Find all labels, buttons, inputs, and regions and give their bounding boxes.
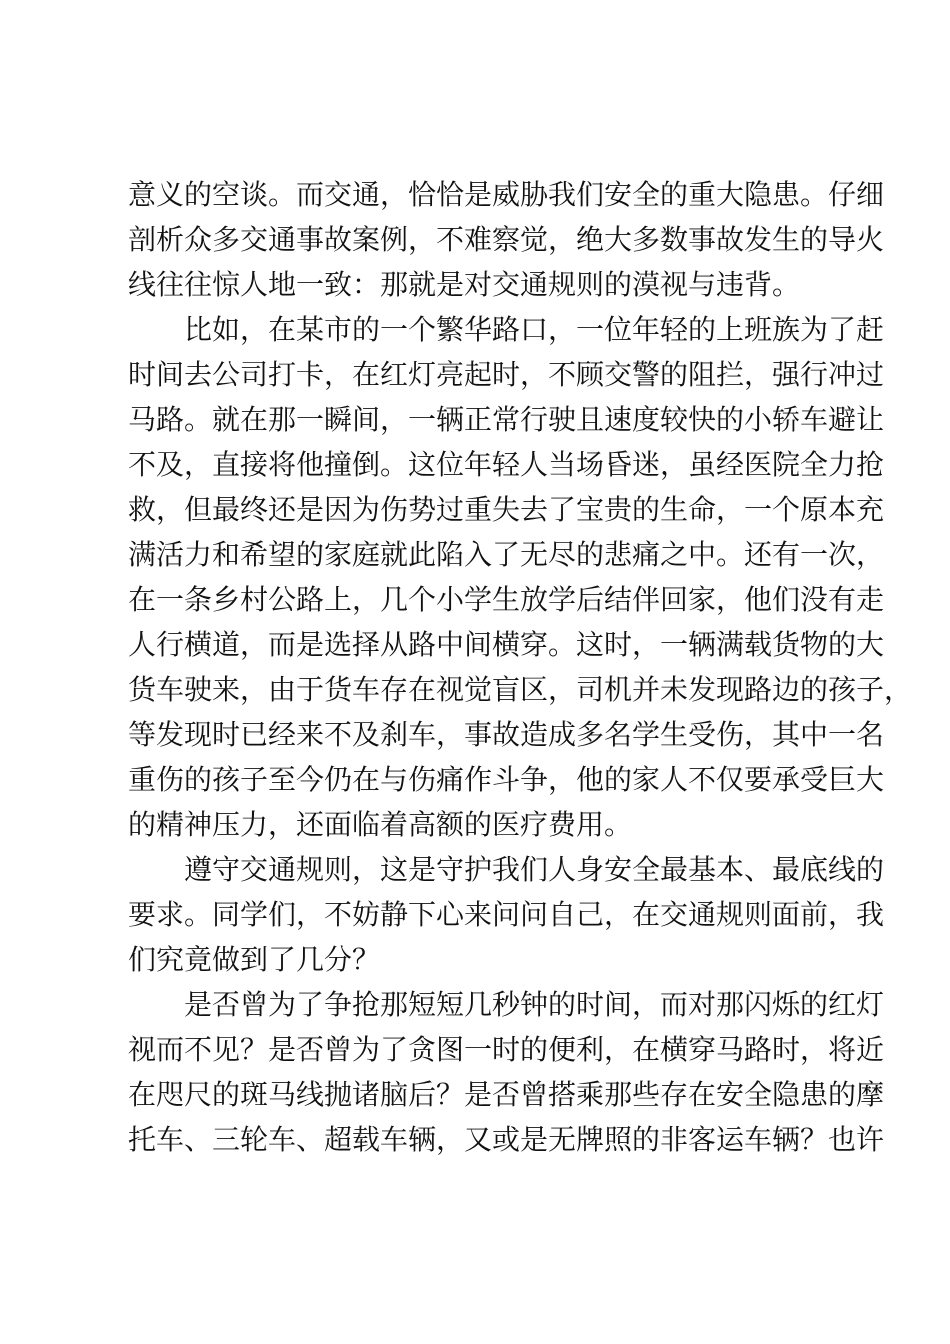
text-line: 遵守交通规则，这是守护我们人身安全最基本、最底线的 [184,853,885,886]
text-line: 要求。同学们，不妨静下心来问问自己，在交通规则面前，我 [128,898,885,931]
text-line: 时间去公司打卡，在红灯亮起时，不顾交警的阻拦，强行冲过 [128,358,885,391]
text-line: 是否曾为了争抢那短短几秒钟的时间，而对那闪烁的红灯 [184,988,885,1021]
text-line: 等发现时已经来不及刹车，事故造成多名学生受伤，其中一名 [128,718,885,751]
text-line: 人行横道，而是选择从路中间横穿。这时，一辆满载货物的大 [128,628,885,661]
text-line: 意义的空谈。而交通，恰恰是威胁我们安全的重大隐患。仔细 [128,178,885,211]
text-line: 救，但最终还是因为伤势过重失去了宝贵的生命，一个原本充 [128,493,885,526]
paragraph-3 [128,847,885,982]
text-line: 马路。就在那一瞬间，一辆正常行驶且速度较快的小轿车避让 [128,403,885,436]
text-line: 线往往惊人地一致：那就是对交通规则的漠视与违背。 [128,268,801,301]
text-line: 托车、三轮车、超载车辆，又或是无牌照的非客运车辆？也许 [128,1123,885,1156]
text-line: 剖析众多交通事故案例，不难察觉，绝大多数事故发生的导火 [128,223,885,256]
text-line: 视而不见？是否曾为了贪图一时的便利，在横穿马路时，将近 [128,1033,885,1066]
text-line: 在一条乡村公路上，几个小学生放学后结伴回家，他们没有走 [128,583,885,616]
paragraph-1 [128,172,885,307]
text-line: 的精神压力，还面临着高额的医疗费用。 [128,808,633,841]
paragraph-2 [128,307,913,847]
text-line: 比如，在某市的一个繁华路口，一位年轻的上班族为了赶 [184,313,885,346]
text-line: 不及，直接将他撞倒。这位年轻人当场昏迷，虽经医院全力抢 [128,448,885,481]
text-line: 满活力和希望的家庭就此陷入了无尽的悲痛之中。还有一次， [128,538,885,571]
paragraph-4 [128,982,885,1162]
text-line: 重伤的孩子至今仍在与伤痛作斗争，他的家人不仅要承受巨大 [128,763,885,796]
text-line: 们究竟做到了几分？ [128,943,381,976]
document-body [128,172,913,1162]
text-line: 在咫尺的斑马线抛诸脑后？是否曾搭乘那些存在安全隐患的摩 [128,1078,885,1111]
text-line: 货车驶来，由于货车存在视觉盲区，司机并未发现路边的孩子， [128,673,913,706]
